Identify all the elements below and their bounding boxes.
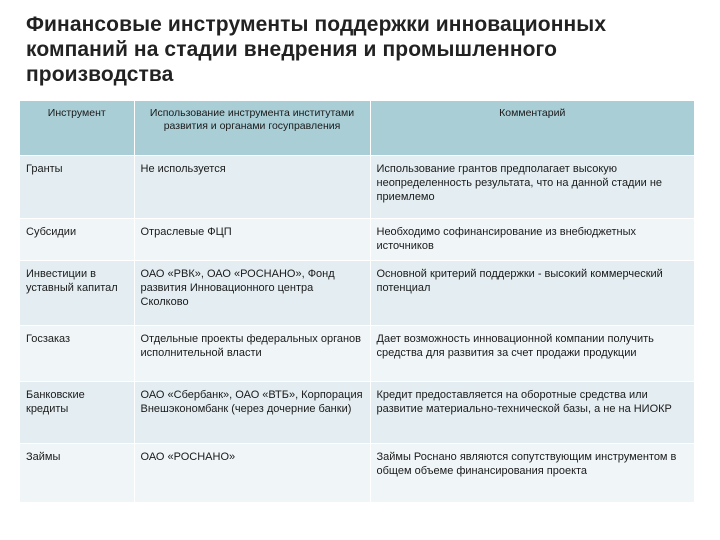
instruments-table xyxy=(20,101,694,502)
cell-instrument: Банковские кредиты xyxy=(20,382,134,444)
cell-comment: Кредит предоставляется на оборотные средства или развитие материально-технической базы, а не на НИОКР xyxy=(370,382,694,444)
table-row xyxy=(20,444,694,503)
header-comment: Комментарий xyxy=(370,101,694,156)
table-header-row xyxy=(20,101,694,156)
cell-instrument: Гранты xyxy=(20,156,134,219)
cell-usage: Отраслевые ФЦП xyxy=(134,219,370,261)
cell-comment: Основной критерий поддержки - высокий коммерческий потенциал xyxy=(370,261,694,326)
table-row xyxy=(20,156,694,219)
cell-usage: Не используется xyxy=(134,156,370,219)
cell-comment: Необходимо софинансирование из внебюджетных источников xyxy=(370,219,694,261)
cell-instrument: Инвестиции в уставный капитал xyxy=(20,261,134,326)
table-row xyxy=(20,261,694,326)
cell-usage: Отдельные проекты федеральных органов исполнительной власти xyxy=(134,326,370,382)
table-row xyxy=(20,382,694,444)
instruments-table-container xyxy=(20,101,694,502)
table-row xyxy=(20,326,694,382)
cell-usage: ОАО «РВК», ОАО «РОСНАНО», Фонд развития Инновационного центра Сколково xyxy=(134,261,370,326)
table-row xyxy=(20,219,694,261)
cell-comment: Займы Роснано являются сопутствующим инструментом в общем объеме финансирования проекта xyxy=(370,444,694,503)
cell-usage: ОАО «РОСНАНО» xyxy=(134,444,370,503)
slide-title: Финансовые инструменты поддержки инновационных компаний на стадии внедрения и промышленного производства xyxy=(26,13,607,86)
cell-instrument: Субсидии xyxy=(20,219,134,261)
cell-comment: Дает возможность инновационной компании получить средства для развития за счет продажи продукции xyxy=(370,326,694,382)
header-instrument: Инструмент xyxy=(20,101,134,156)
header-usage: Использование инструмента институтами развития и органами госуправления xyxy=(134,101,370,156)
cell-comment: Использование грантов предполагает высокую неопределенность результата, что на данной стадии не приемлемо xyxy=(370,156,694,219)
cell-instrument: Госзаказ xyxy=(20,326,134,382)
cell-instrument: Займы xyxy=(20,444,134,503)
cell-usage: ОАО «Сбербанк», ОАО «ВТБ», Корпорация Внешэкономбанк (через дочерние банки) xyxy=(134,382,370,444)
